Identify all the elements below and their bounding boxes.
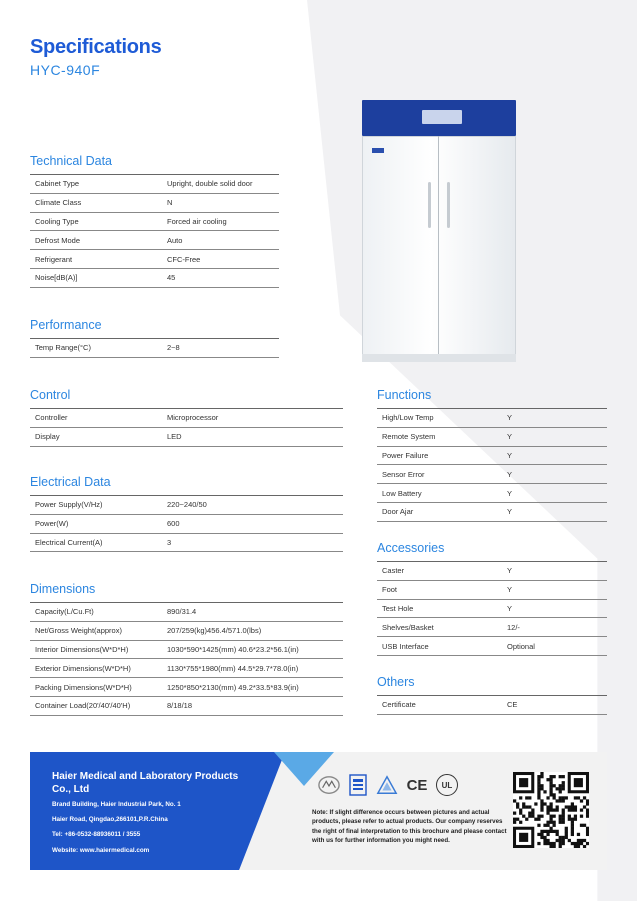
ul-mark-label: UL [441, 780, 453, 790]
spec-row [30, 696, 343, 715]
fridge-door-split [438, 136, 439, 362]
electrical-data-table [30, 495, 343, 552]
spec-row [377, 409, 607, 428]
spec-value: Microprocessor [167, 409, 343, 428]
spec-row [377, 580, 607, 599]
control-section [30, 388, 343, 447]
spec-row [30, 533, 343, 552]
telephone: Tel: +86-0532-88936011 / 3555 [52, 831, 141, 838]
spec-row [30, 231, 279, 250]
spec-label: Display [30, 427, 167, 446]
spec-label: Cabinet Type [30, 175, 167, 194]
spec-row [377, 465, 607, 484]
spec-label: USB Interface [377, 637, 507, 656]
spec-label: Exterior Dimensions(W*D*H) [30, 659, 167, 678]
spec-label: Refrigerant [30, 250, 167, 269]
spec-value: Y [507, 409, 607, 428]
spec-value: 1130*755*1980(mm) 44.5*29.7*78.0(in) [167, 659, 343, 678]
spec-value: N [167, 193, 279, 212]
company-name: Haier Medical and Laboratory Products Co., Ltd [52, 771, 239, 795]
spec-label: Climate Class [30, 193, 167, 212]
section-title: Others [377, 675, 415, 689]
spec-label: Low Battery [377, 484, 507, 503]
spec-row [30, 514, 343, 533]
spec-value: Y [507, 446, 607, 465]
fridge-body [362, 136, 516, 362]
spec-value: LED [167, 427, 343, 446]
technical-data-table [30, 174, 279, 288]
spec-value: Y [507, 599, 607, 618]
spec-value: 1250*850*2130(mm) 49.2*33.5*83.9(in) [167, 678, 343, 697]
ce-mark-icon: CE [406, 776, 428, 794]
spec-label: Cooling Type [30, 212, 167, 231]
page-title: Specifications [30, 36, 162, 58]
spec-value: Y [507, 562, 607, 581]
spec-label: Shelves/Basket [377, 618, 507, 637]
fridge-base [362, 354, 516, 362]
spec-label: Sensor Error [377, 465, 507, 484]
spec-row [377, 696, 607, 715]
accessories-section [377, 541, 607, 656]
spec-label: Electrical Current(A) [30, 533, 167, 552]
section-title: Accessories [377, 541, 445, 555]
spec-row [30, 427, 343, 446]
spec-value: Auto [167, 231, 279, 250]
model-number: HYC-940F [30, 62, 101, 78]
spec-row [377, 446, 607, 465]
section-title: Control [30, 388, 71, 402]
spec-row [377, 599, 607, 618]
spec-label: Test Hole [377, 599, 507, 618]
performance-table [30, 338, 279, 358]
website-link[interactable]: Website: www.haiermedical.com [52, 847, 150, 854]
spec-label: Power(W) [30, 514, 167, 533]
address-line-1: Brand Building, Haier Industrial Park, No. 1 [52, 801, 181, 808]
spec-label: Noise[dB(A)] [30, 268, 167, 287]
spec-row [30, 175, 279, 194]
spec-row [377, 562, 607, 581]
others-table [377, 695, 607, 715]
spec-value: Forced air cooling [167, 212, 279, 231]
spec-value: 220~240/50 [167, 496, 343, 515]
spec-row [30, 496, 343, 515]
technical-data-section [30, 154, 279, 288]
section-title: Dimensions [30, 582, 96, 596]
spec-label: Door Ajar [377, 502, 507, 521]
spec-row [377, 427, 607, 446]
electrical-data-section [30, 475, 343, 552]
triangle-cert-icon [376, 774, 398, 796]
disclaimer-note: Note: If slight difference occurs between pictures and actual products, please refer to actual products. Our company reserves the right of final interpretation to this brochure and please contact with us for further information you might need. [312, 809, 507, 844]
spec-label: Caster [377, 562, 507, 581]
spec-value: 3 [167, 533, 343, 552]
spec-label: Packing Dimensions(W*D*H) [30, 678, 167, 697]
section-title: Functions [377, 388, 432, 402]
spec-label: Power Supply(V/Hz) [30, 496, 167, 515]
dimensions-section [30, 582, 343, 716]
fridge-handle-right [447, 182, 450, 228]
fridge-display [422, 110, 462, 124]
spec-value: Y [507, 502, 607, 521]
spec-label: Power Failure [377, 446, 507, 465]
spec-row [377, 637, 607, 656]
spec-label: Temp Range(°C) [30, 339, 167, 358]
spec-row [30, 409, 343, 428]
spec-row [30, 621, 343, 640]
spec-value: Y [507, 580, 607, 599]
others-section [377, 675, 607, 715]
spec-value: CE [507, 696, 607, 715]
section-title: Electrical Data [30, 475, 111, 489]
section-title: Performance [30, 318, 102, 332]
spec-label: Certificate [377, 696, 507, 715]
spec-label: Container Load(20'/40'/40'H) [30, 696, 167, 715]
spec-value: CFC-Free [167, 250, 279, 269]
spec-row [377, 618, 607, 637]
fridge-handle-left [428, 182, 431, 228]
certification-logos [318, 770, 458, 800]
spec-label: Foot [377, 580, 507, 599]
spec-row [30, 640, 343, 659]
spec-row [377, 484, 607, 503]
spec-value: Y [507, 484, 607, 503]
spec-value: Y [507, 427, 607, 446]
qr-code-icon[interactable] [513, 772, 589, 848]
spec-row [30, 193, 279, 212]
spec-value: 12/- [507, 618, 607, 637]
spec-row [30, 339, 279, 358]
cert-mark-icon [318, 774, 340, 796]
spec-label: High/Low Temp [377, 409, 507, 428]
fridge-logo [372, 148, 384, 153]
spec-value: 45 [167, 268, 279, 287]
spec-value: 8/18/18 [167, 696, 343, 715]
product-image [362, 100, 516, 362]
address-line-2: Haier Road, Qingdao,266101,P.R.China [52, 816, 168, 823]
spec-row [30, 250, 279, 269]
spec-row [30, 212, 279, 231]
control-table [30, 408, 343, 447]
spec-row [377, 502, 607, 521]
spec-label: Net/Gross Weight(approx) [30, 621, 167, 640]
spec-value: 890/31.4 [167, 603, 343, 622]
spec-row [30, 268, 279, 287]
spec-row [30, 678, 343, 697]
medical-device-icon [347, 774, 369, 796]
spec-row [30, 659, 343, 678]
spec-value: Optional [507, 637, 607, 656]
spec-value: 1030*590*1425(mm) 40.6*23.2*56.1(in) [167, 640, 343, 659]
accessories-table [377, 561, 607, 656]
dimensions-table [30, 602, 343, 716]
spec-value: Y [507, 465, 607, 484]
ul-mark-icon [436, 774, 458, 796]
spec-label: Interior Dimensions(W*D*H) [30, 640, 167, 659]
spec-label: Capacity(L/Cu.Ft) [30, 603, 167, 622]
section-title: Technical Data [30, 154, 112, 168]
functions-section [377, 388, 607, 522]
spec-value: 600 [167, 514, 343, 533]
spec-row [30, 603, 343, 622]
functions-table [377, 408, 607, 522]
spec-label: Defrost Mode [30, 231, 167, 250]
spec-value: Upright, double solid door [167, 175, 279, 194]
spec-value: 207/259(kg)456.4/571.0(lbs) [167, 621, 343, 640]
spec-label: Controller [30, 409, 167, 428]
performance-section [30, 318, 279, 358]
spec-label: Remote System [377, 427, 507, 446]
footer [30, 752, 607, 870]
spec-value: 2~8 [167, 339, 279, 358]
